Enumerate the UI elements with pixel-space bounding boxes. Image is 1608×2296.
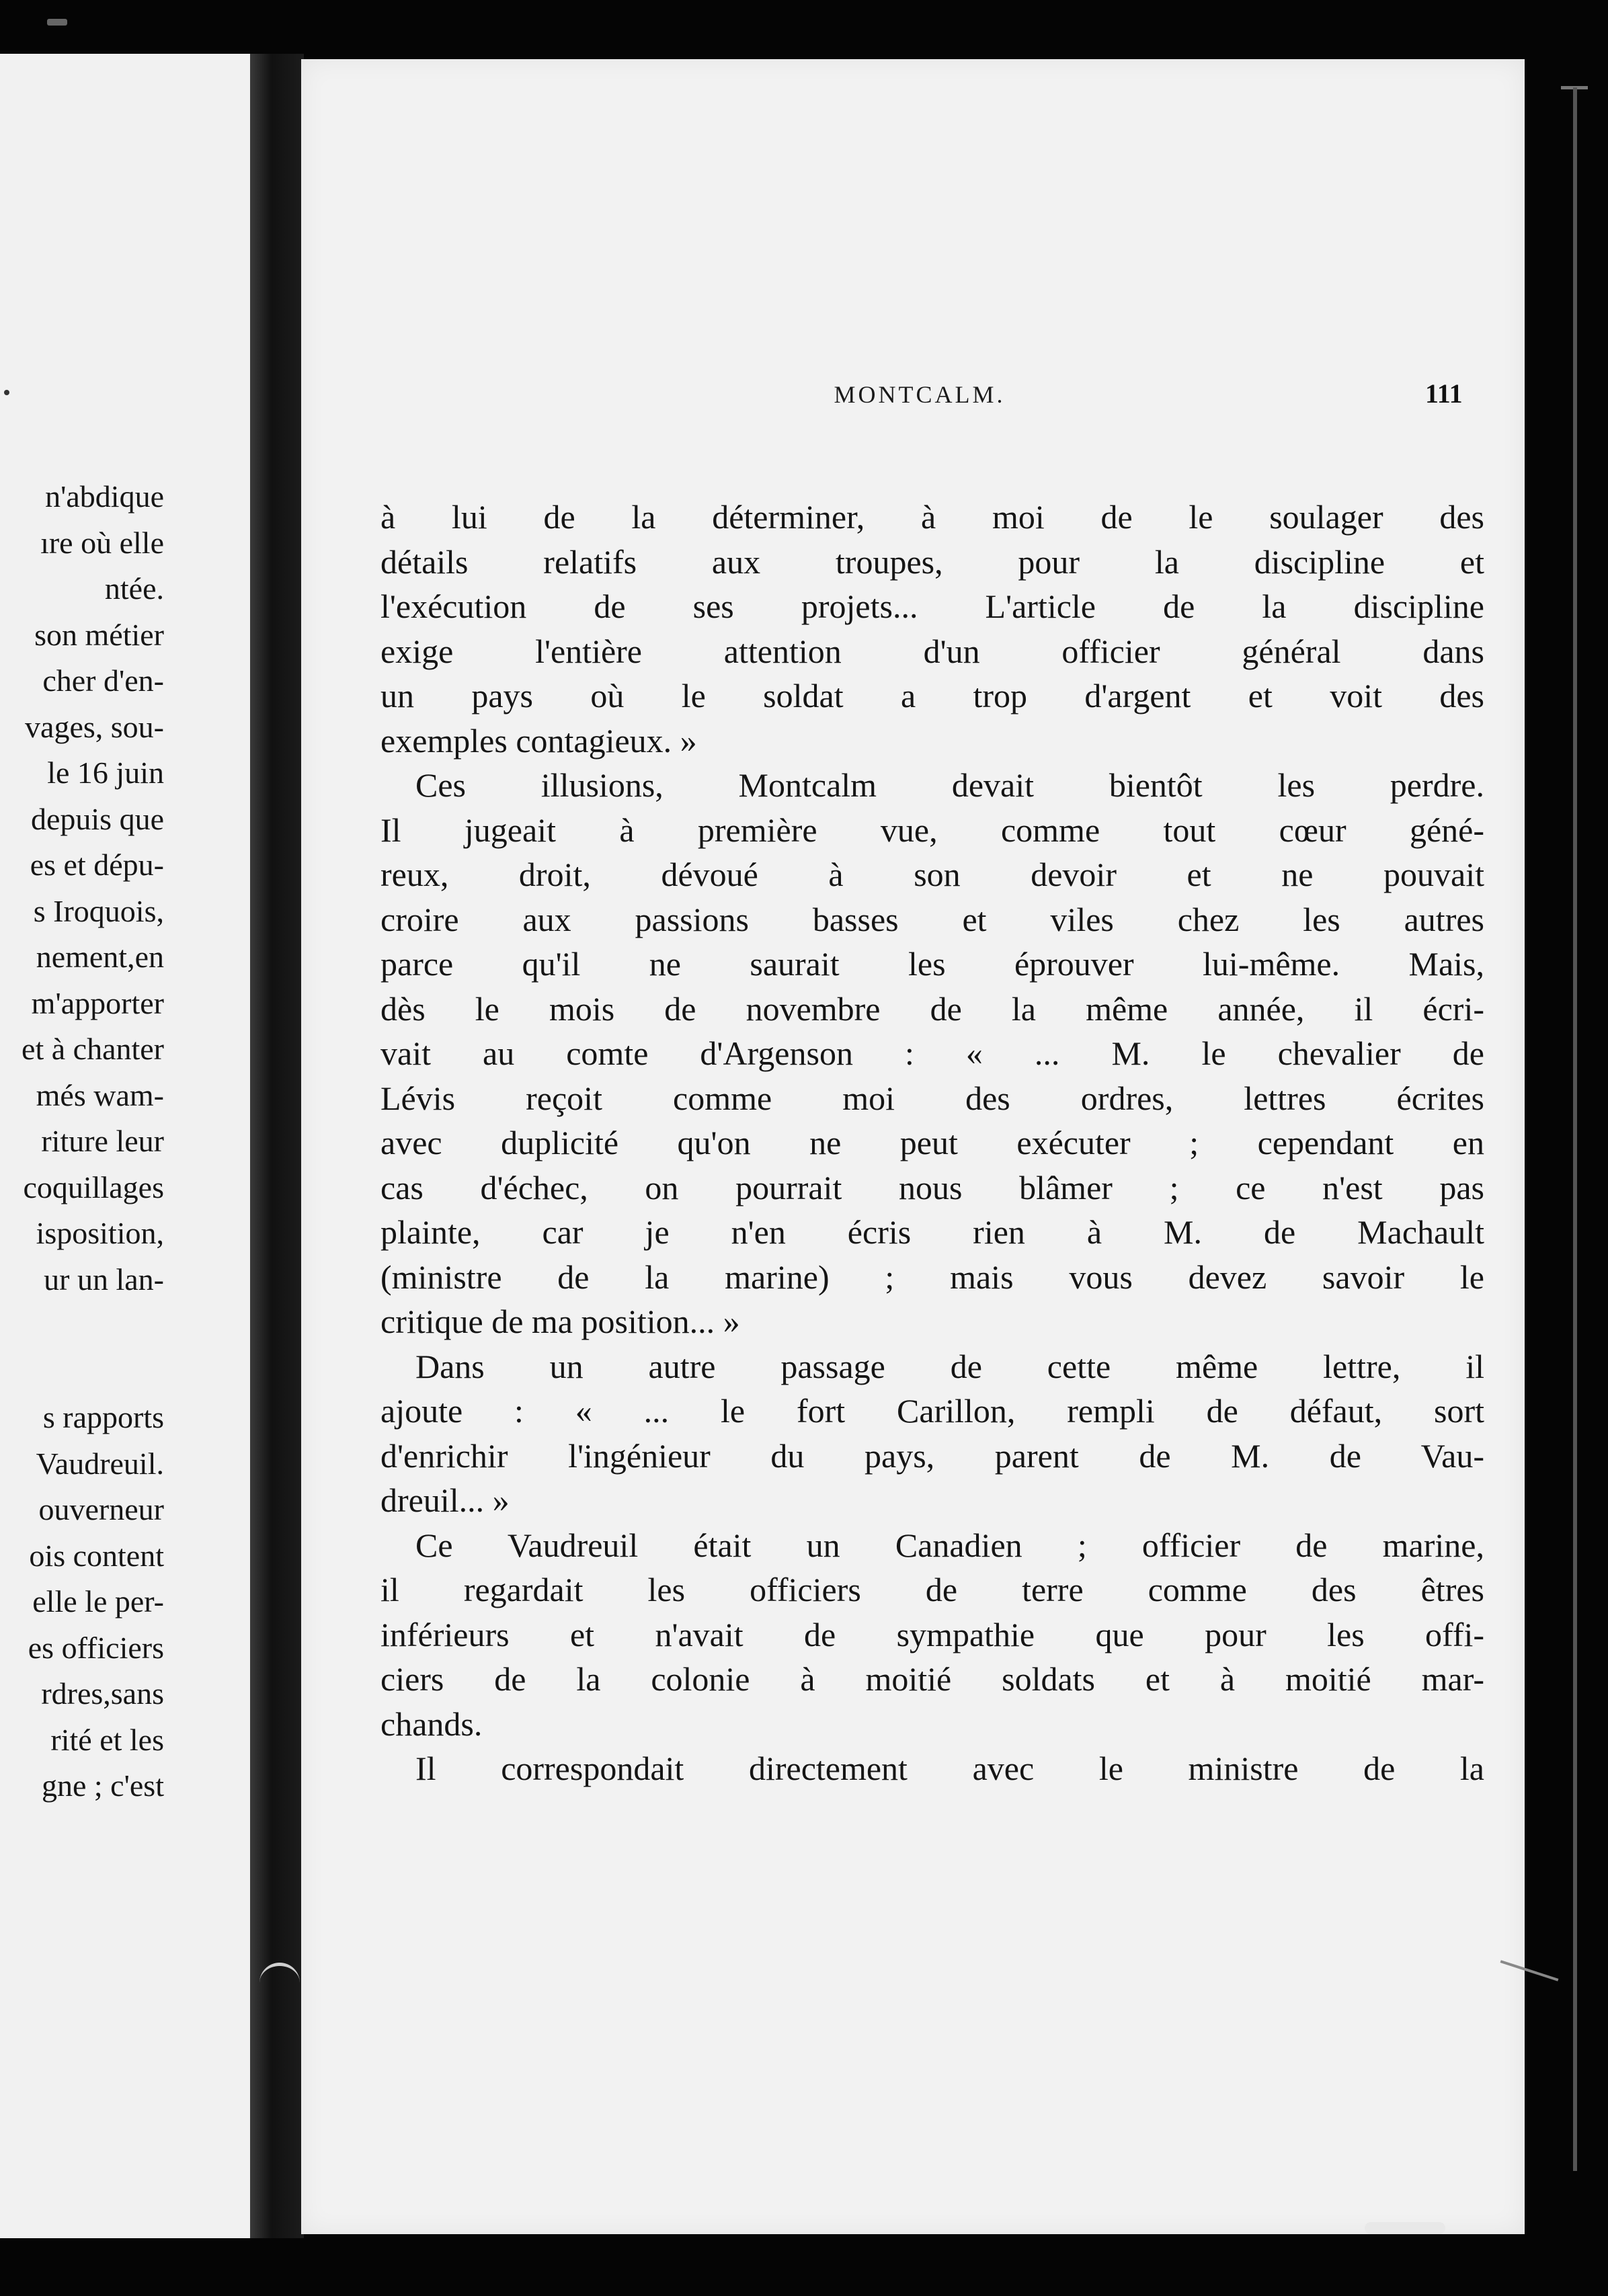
left-line: vages, sou-: [25, 709, 164, 744]
left-line: rdres,sans: [41, 1676, 164, 1711]
text-line: exige l'entière attention d'un officier général dans: [380, 632, 1484, 670]
left-line: nement,en: [36, 940, 164, 974]
text-line: parce qu'il ne saurait les éprouver lui-même. Mais,: [380, 945, 1484, 983]
text-line: d'enrichir l'ingénieur du pays, parent de M. de Vau-: [380, 1436, 1484, 1475]
text-line: vait au comte d'Argenson : « ... M. le chevalier de: [380, 1034, 1484, 1072]
text-line: Lévis reçoit comme moi des ordres, lettres écrites: [380, 1079, 1484, 1117]
left-line: s Iroquois,: [33, 893, 164, 928]
text-line: plainte, car je n'en écris rien à M. de Machault: [380, 1213, 1484, 1251]
text-line: Il jugeait à première vue, comme tout cœur géné-: [380, 811, 1484, 849]
text-line: reux, droit, dévoué à son devoir et ne pouvait: [380, 856, 1484, 893]
left-line: ntée.: [104, 571, 164, 606]
text-line: croire aux passions basses et viles chez les autres: [380, 900, 1484, 938]
left-line: es et dépu-: [30, 848, 164, 882]
text-line: cas d'échec, on pourrait nous blâmer ; ce n'est pas: [380, 1168, 1484, 1206]
left-line: ur un lan-: [44, 1262, 164, 1297]
text-line: exemples contagieux. »: [380, 721, 697, 760]
left-line: es officiers: [28, 1630, 164, 1665]
text-line: Ces illusions, Montcalm devait bientôt les perdre.: [415, 766, 1484, 804]
left-line: coquillages: [23, 1170, 164, 1204]
left-line: ois content: [29, 1538, 164, 1573]
left-line: ıre où elle: [40, 525, 164, 560]
left-line: rité et les: [50, 1722, 164, 1757]
text-line: chands.: [380, 1705, 483, 1743]
text-line: l'exécution de ses projets... L'article de la discipline: [380, 587, 1484, 625]
left-line: depuis que: [30, 801, 164, 836]
body-text: [380, 495, 1484, 1791]
left-line: ouverneur: [38, 1492, 164, 1526]
left-line: Vaudreuil.: [36, 1446, 164, 1481]
text-line: critique de ma position... »: [380, 1303, 740, 1340]
left-paragraph-gap: [0, 1303, 164, 1395]
text-line: inférieurs et n'avait de sympathie que pour les offi-: [380, 1615, 1484, 1653]
page-number: 111: [1425, 378, 1463, 409]
text-line: Ce Vaudreuil était un Canadien ; officier de marine,: [415, 1526, 1484, 1564]
text-line: il regardait les officiers de terre comme des êtres: [380, 1571, 1484, 1608]
text-line: à lui de la déterminer, à moi de le soulager des: [380, 498, 1484, 536]
left-facing-page: [0, 54, 253, 2238]
page-edge: [1573, 87, 1577, 2171]
left-page-text: [0, 474, 164, 1809]
left-line: isposition,: [36, 1216, 164, 1250]
text-line: ajoute : « ... le fort Carillon, rempli de défaut, sort: [380, 1392, 1484, 1430]
left-line: s rapports: [42, 1400, 164, 1434]
text-line: détails relatifs aux troupes, pour la discipline et: [380, 542, 1484, 581]
running-header: [301, 372, 1525, 413]
left-line: cher d'en-: [42, 663, 164, 698]
running-title: MONTCALM.: [834, 381, 1006, 408]
left-line: riture leur: [41, 1124, 164, 1158]
right-page: [301, 59, 1525, 2234]
page-speck: [4, 390, 9, 395]
text-line: Il correspondait directement avec le ministre de la: [415, 1750, 1484, 1787]
text-line: ciers de la colonie à moitié soldats et à moitié mar-: [380, 1660, 1484, 1698]
left-line: n'abdique: [45, 479, 164, 514]
book-gutter: [250, 54, 304, 2238]
left-line: et à chanter: [22, 1032, 164, 1066]
text-line: (ministre de la marine) ; mais vous devez savoir le: [380, 1258, 1484, 1296]
left-line: son métier: [34, 617, 164, 652]
left-line: més wam-: [36, 1077, 164, 1112]
text-line: Dans un autre passage de cette même lettre, il: [415, 1347, 1484, 1385]
left-line: elle le per-: [32, 1584, 164, 1618]
text-line: un pays où le soldat a trop d'argent et voit des: [380, 677, 1484, 714]
text-line: dès le mois de novembre de la même année, il écri-: [380, 989, 1484, 1028]
scan-artifact: [47, 19, 67, 26]
left-line: m'apporter: [31, 985, 164, 1020]
left-line: gne ; c'est: [41, 1768, 164, 1803]
text-line: avec duplicité qu'on ne peut exécuter ; cependant en: [380, 1124, 1484, 1161]
scan-artifact: [1365, 2222, 1445, 2234]
text-line: dreuil... »: [380, 1481, 510, 1519]
left-line: le 16 juin: [47, 755, 164, 790]
